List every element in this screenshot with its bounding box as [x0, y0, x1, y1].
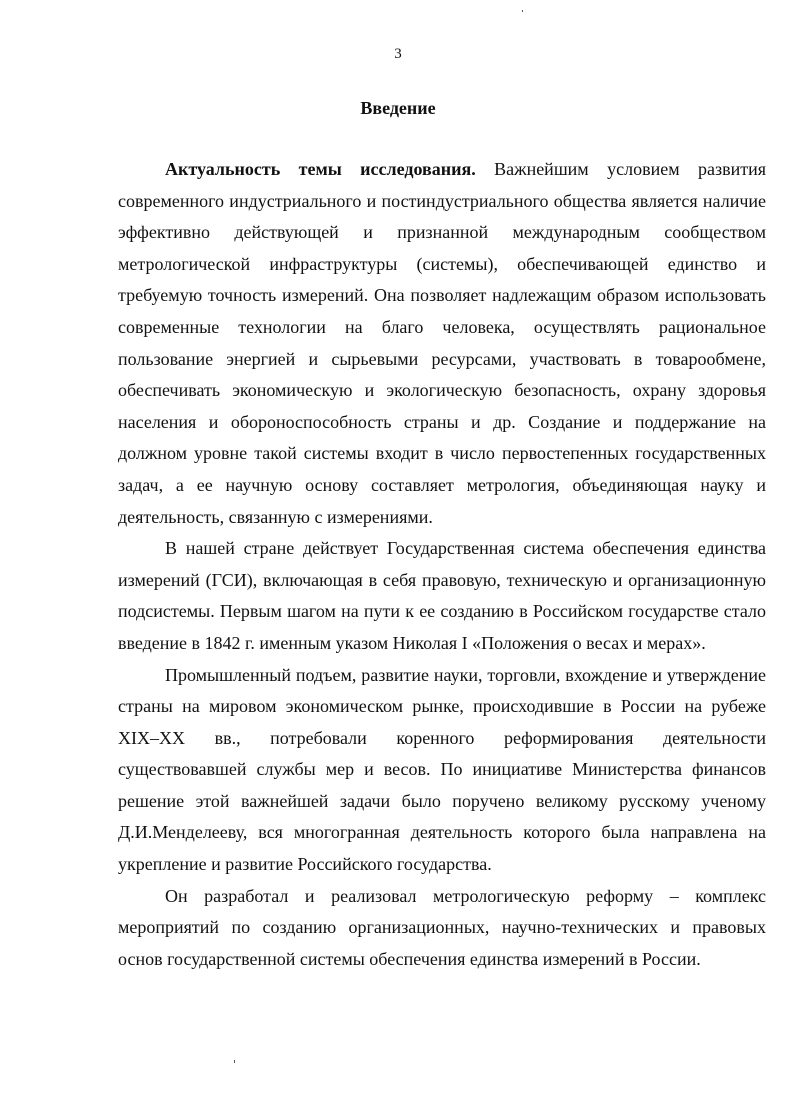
section-heading: Введение [360, 98, 436, 118]
page-number: 3 [394, 46, 402, 62]
scan-speck [522, 10, 523, 12]
body-text [118, 154, 766, 975]
paragraph-text: Важнейшим условием развития современного индустриального и постиндустриального общества является наличие эффективно действующей и признанной международным сообществом метрологической инфраструктуры (системы), обеспечивающей единство и требуемую точность измерений. Она позволяет надлежащим образом использовать современные технологии на благо человека, осуществлять рациональное пользование энергией и сырьевыми ресурсами, участвовать в товарообмене, обеспечивать экономическую и экологическую безопасность, охрану здоровья населения и обороноспособность страны и др. Создание и поддержание на должном уровне такой системы входит в число первостепенных государственных задач, а ее научную основу составляет метрология, объединяющая науку и деятельность, связанную с измерениями. [118, 159, 766, 527]
scan-speck [234, 1060, 235, 1063]
paragraph-2: В нашей стране действует Государственная система обеспечения единства измерений (ГСИ), включающая в себя правовую, техническую и организационную подсистемы. Первым шагом на пути к ее созданию в Российском государстве стало введение в 1842 г. именным указом Николая I «Положения о весах и мерах». [118, 538, 766, 653]
paragraph-1 [118, 154, 766, 533]
paragraph-lead: Актуальность темы исследования. [165, 159, 476, 179]
paragraph-3: Промышленный подъем, развитие науки, торговли, вхождение и утверждение страны на мировом экономическом рынке, происходившие в России на рубеже XIX–XX вв., потребовали коренного реформирования деятельности существовавшей службы мер и весов. По инициативе Министерства финансов решение этой важнейшей задачи было поручено великому русскому ученому Д.И.Менделееву, вся многогранная деятельность которого была направлена на укрепление и развитие Российского государства. [118, 664, 766, 875]
paragraph-4: Он разработал и реализовал метрологическую реформу – комплекс мероприятий по созданию организационных, научно-технических и правовых основ государственной системы обеспечения единства измерений в России. [118, 885, 766, 969]
